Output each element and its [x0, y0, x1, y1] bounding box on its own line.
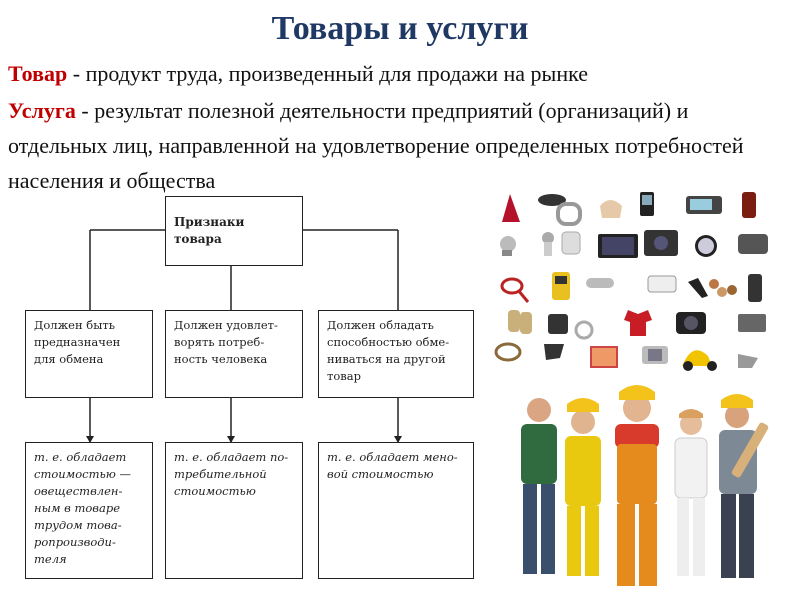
workers-illustration: [505, 380, 775, 595]
definition-term: Услуга: [8, 98, 76, 123]
diagram-bottom-box-2: т. е. обладает по-требительной стоимостью: [165, 442, 303, 579]
goods-collage-image: [492, 186, 788, 386]
diagram-bottom-box-3: т. е. обладает мено-вой стоимостью: [318, 442, 474, 579]
diagram-bottom-box-1: т. е. обладает стоимостью — овеществлен-ным в товаре трудом това-ропроизводи-теля: [25, 442, 153, 579]
definition-term: Товар: [8, 61, 68, 86]
definition-text: - продукт труда, произведенный для продажи на рынке: [67, 61, 588, 86]
diagram-root-box: Признаки товара: [165, 196, 303, 266]
diagram-middle-box-1: Должен быть предназначен для обмена: [25, 310, 153, 398]
diagram-middle-box-3: Должен обладать способностью обме-ниваться на другой товар: [318, 310, 474, 398]
page-title: Товары и услуги: [271, 10, 529, 47]
definition-text: - результат полезной деятельности предприятий (организаций) и отдельных лиц, направленной на удовлетворение определенных потребностей населения и общества: [8, 98, 744, 193]
diagram-middle-box-2: Должен удовлет-ворять потреб-ность человека: [165, 310, 303, 398]
